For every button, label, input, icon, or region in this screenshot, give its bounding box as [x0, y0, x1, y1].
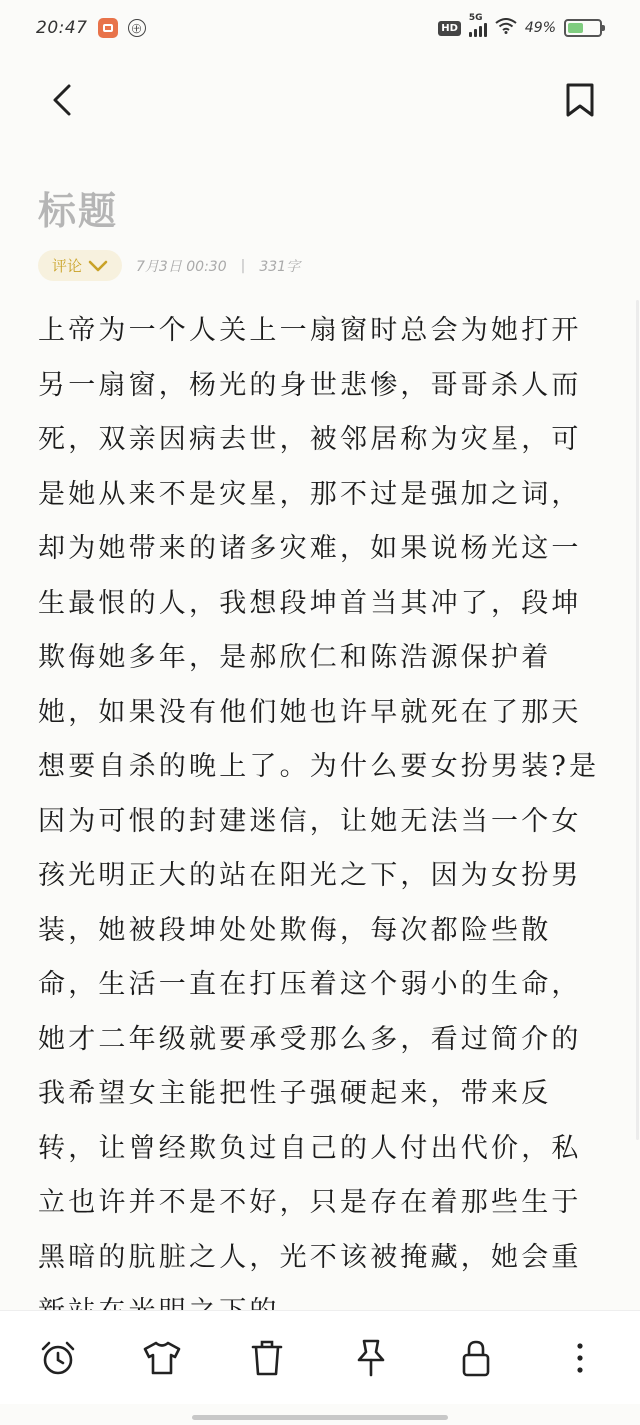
nav-bar: [0, 70, 640, 130]
scrollbar[interactable]: [636, 300, 639, 1140]
meta-separator: |: [240, 257, 246, 274]
status-time: 20:47: [36, 18, 88, 38]
note-title[interactable]: 标题: [38, 188, 119, 233]
cellular-signal-icon: [468, 13, 487, 37]
circle-status-icon: ㊉: [128, 19, 146, 37]
theme-button[interactable]: [140, 1336, 184, 1380]
back-button[interactable]: [42, 80, 82, 120]
comment-button[interactable]: [38, 250, 122, 281]
lock-button[interactable]: [454, 1336, 498, 1380]
reminder-button[interactable]: [36, 1336, 80, 1380]
bookmark-button[interactable]: [560, 80, 600, 120]
more-vertical-icon: [575, 1342, 585, 1374]
trash-icon: [250, 1339, 284, 1377]
tshirt-icon: [142, 1340, 182, 1376]
note-meta: [38, 250, 300, 281]
more-button[interactable]: [558, 1336, 602, 1380]
chevron-left-icon: [49, 83, 75, 117]
word-count: 331字: [259, 258, 301, 275]
bookmark-icon: [565, 82, 595, 118]
note-body[interactable]: 上帝为一个人关上一扇窗时总会为她打开另一扇窗，杨光的身世悲惨，哥哥杀人而死，双亲因病去世，被邻居称为灾星，可是她从来不是灾星，那不过是强加之词，却为她带来的诸多灾难，如果说杨光这一生最恨的人，我想段坤首当其冲了，段坤欺侮她多年，是郝欣仁和陈浩源保护着她，如果没有他们她也许早就死在了那天想要自杀的晚上了。为什么要女扮男装?是因为可恨的封建迷信，让她无法当一个女孩光明正大的站在阳光之下，因为女扮男装，她被段坤处处欺侮，每次都险些散命，生活一直在打压着这个弱小的生命，她才二年级就要承受那么多，看过简介的我希望女主能把性子强硬起来，带来反转，让曾经欺负过自己的人付出代价，私立也许并不是不好，只是存在着那些生于黑暗的肮脏之人，光不该被掩藏，她会重: [38, 315, 600, 1273]
battery-icon: [564, 19, 602, 37]
lock-icon: [460, 1338, 492, 1378]
battery-percent: 49%: [524, 20, 556, 36]
hd-badge: HD: [438, 21, 461, 36]
status-right: [438, 13, 602, 38]
app-notification-icon: [98, 18, 118, 38]
pin-icon: [354, 1338, 388, 1378]
comment-label: 评论: [52, 257, 83, 275]
network-type: 5G: [468, 13, 483, 23]
pin-button[interactable]: [349, 1336, 393, 1380]
chevron-down-icon: [88, 260, 108, 272]
status-left: [36, 18, 146, 38]
alarm-clock-icon: [39, 1339, 77, 1377]
note-date: 7月3日 00:30: [136, 258, 227, 275]
wifi-icon: [495, 18, 517, 38]
delete-button[interactable]: [245, 1336, 289, 1380]
bottom-toolbar: [0, 1310, 640, 1404]
status-bar: [0, 0, 640, 56]
home-indicator[interactable]: [192, 1415, 448, 1420]
